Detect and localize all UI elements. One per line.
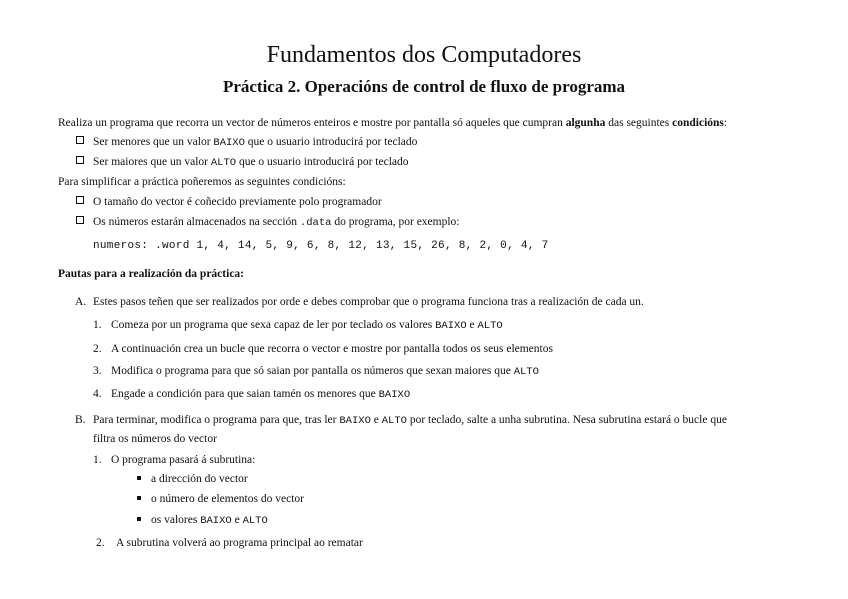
code-example: numeros: .word 1, 4, 14, 5, 9, 6, 8, 12, 13, 15, 26, 8, 2, 0, 4, 7 [93, 240, 549, 252]
step-item [93, 364, 539, 379]
step-number: 4. [93, 388, 102, 400]
code-alto: ALTO [381, 415, 407, 427]
step-item [96, 536, 363, 550]
simplify-paragraph: Para simplificar a práctica poñeremos as seguintes condicións: [58, 176, 346, 188]
guidelines-heading [58, 267, 244, 281]
section-a [75, 295, 644, 309]
step-number: 2. [93, 343, 102, 355]
code-data-section: .data [299, 217, 332, 229]
condition-text: Ser maiores que un valor [93, 156, 211, 168]
document-title: Fundamentos dos Computadores [266, 42, 582, 68]
simplify-item-text: Os números estarán almacenados na sección [93, 216, 300, 228]
checkbox-square-icon [76, 156, 84, 164]
bullet-icon [137, 517, 141, 521]
section-b-text-mid: e [370, 414, 382, 426]
document-subtitle: Práctica 2. Operacións de control de fluxo de programa [222, 77, 626, 96]
step-text-mid: e [466, 319, 478, 331]
step-number: 1. [93, 319, 102, 331]
step-item [93, 387, 410, 402]
code-baixo: BAIXO [378, 389, 411, 401]
step-number: 1. [93, 454, 102, 466]
step-text: A subrutina volverá ao programa principal ao rematar [116, 537, 363, 549]
intro-bold-algunha: algunha [565, 117, 606, 129]
step-number: 2. [96, 537, 105, 549]
code-alto: ALTO [513, 366, 539, 378]
simplify-item [76, 215, 460, 230]
step-item [93, 342, 553, 356]
bullet-text: o número de elementos do vector [151, 493, 304, 505]
step-text: Modifica o programa para que só saian por pantalla os números que sexan maiores que [111, 365, 514, 377]
bullet-text: a dirección do vector [151, 473, 248, 485]
step-text: Comeza por un programa que sexa capaz de ler por teclado os valores [111, 319, 436, 331]
code-alto: ALTO [210, 157, 237, 169]
bullet-text-mid: e [231, 514, 243, 526]
step-number: 3. [93, 365, 102, 377]
bullet-item [137, 492, 304, 506]
section-a-text: Estes pasos teñen que ser realizados por orde e debes comprobar que o programa funciona tras a realización de cada un. [93, 296, 644, 308]
intro-text: Realiza un programa que recorra un vector de números enteiros e mostre por pantalla só aqueles que cumpran [58, 117, 566, 129]
code-baixo: BAIXO [435, 320, 467, 332]
code-baixo: BAIXO [213, 137, 245, 149]
condition-text: Ser menores que un valor [93, 136, 214, 148]
step-text: A continuación crea un bucle que recorra o vector e mostre por pantalla todos os seus elementos [111, 343, 553, 355]
intro-bold-condicions: condicións [672, 117, 724, 129]
simplify-item [76, 195, 382, 209]
bullet-icon [137, 496, 141, 500]
code-alto: ALTO [242, 515, 268, 527]
bullet-item [137, 472, 248, 486]
checkbox-square-icon [76, 136, 84, 144]
section-b-text-end: por teclado, salte a unha subrutina. Nesa subrutina estará o bucle que [406, 414, 727, 426]
section-b-label: B. [75, 414, 86, 426]
condition-item [76, 135, 417, 150]
checkbox-square-icon [76, 216, 84, 224]
intro-paragraph [58, 116, 727, 130]
section-b [75, 413, 727, 428]
condition-text-end: que o usuario introducirá por teclado [236, 156, 409, 168]
bullet-item [137, 513, 268, 528]
bullet-text: os valores [151, 514, 201, 526]
section-b-continuation: filtra os números do vector [93, 433, 217, 445]
step-text: Engade a condición para que saian tamén os menores que [111, 388, 379, 400]
condition-text-end: que o usuario introducirá por teclado [244, 136, 418, 148]
intro-text-mid: das seguintes [605, 117, 673, 129]
condition-item [76, 155, 409, 170]
code-alto: ALTO [477, 320, 503, 332]
step-item [93, 318, 503, 333]
bullet-icon [137, 476, 141, 480]
step-item [93, 453, 255, 467]
code-baixo: BAIXO [200, 515, 232, 527]
intro-text-end: : [723, 117, 728, 129]
guidelines-heading-text: Pautas para a realización da práctica: [58, 268, 244, 280]
section-a-label: A. [75, 296, 87, 308]
simplify-item-text: O tamaño do vector é coñecido previamente polo programador [93, 196, 382, 208]
section-b-text: Para terminar, modifica o programa para que, tras ler [93, 414, 340, 426]
code-baixo: BAIXO [339, 415, 371, 427]
simplify-item-text-end: do programa, por exemplo: [331, 216, 460, 228]
checkbox-square-icon [76, 196, 84, 204]
step-text: O programa pasará á subrutina: [111, 454, 256, 466]
